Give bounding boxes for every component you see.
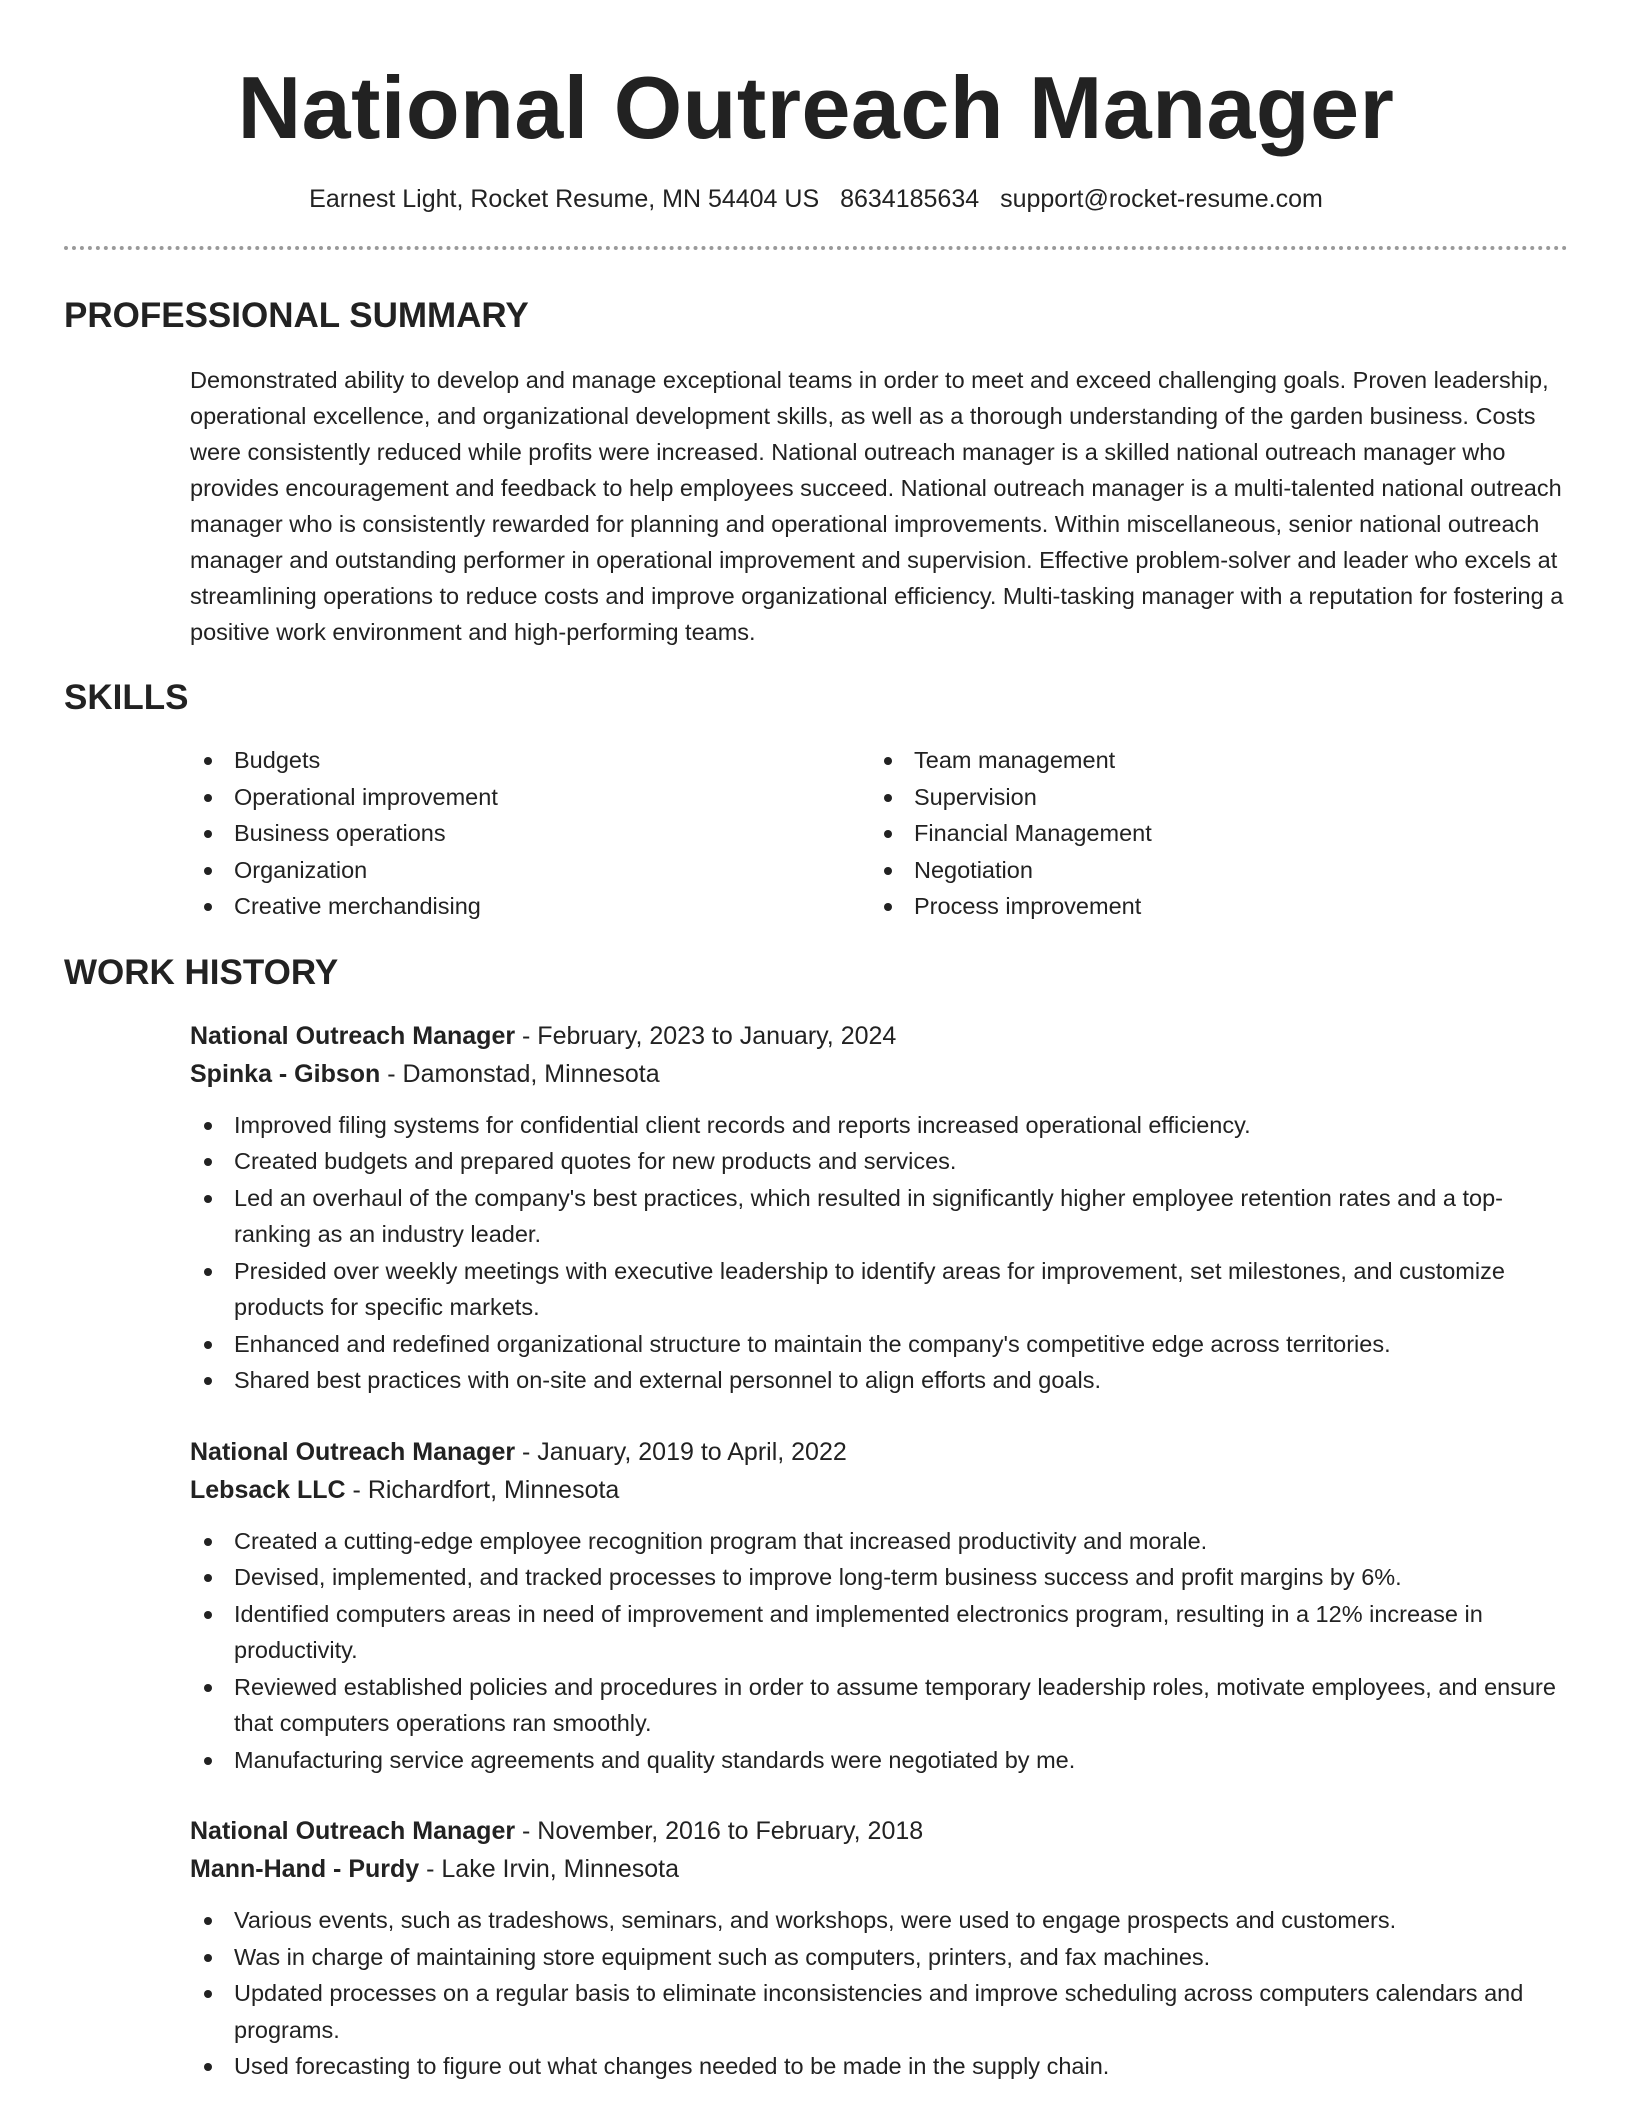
skill-item: Budgets [190, 742, 870, 779]
skill-item: Team management [870, 742, 1550, 779]
job-entry [190, 1017, 1568, 1399]
skill-item: Business operations [190, 815, 870, 852]
job-bullet: Devised, implemented, and tracked processes to improve long-term business success and profit margins by 6%. [190, 1559, 1568, 1596]
skills-column-right [870, 742, 1550, 925]
skills-column-left [190, 742, 870, 925]
job-company: Spinka - Gibson [190, 1059, 381, 1088]
job-bullet: Was in charge of maintaining store equipment such as computers, printers, and fax machines. [190, 1939, 1568, 1976]
job-company-line [190, 1055, 1568, 1093]
contact-phone: 8634185634 [840, 185, 980, 213]
job-title: National Outreach Manager [190, 1021, 516, 1050]
resume-title: National Outreach Manager [237, 58, 1395, 157]
skills-list [190, 742, 1568, 925]
job-dates: - February, 2023 to January, 2024 [515, 1021, 897, 1050]
skill-item: Process improvement [870, 888, 1550, 925]
header-divider [64, 246, 1568, 250]
skills-heading: SKILLS [64, 678, 189, 717]
job-title-line [190, 1433, 1568, 1471]
job-bullet: Used forecasting to figure out what changes needed to be made in the supply chain. [190, 2048, 1568, 2085]
job-company: Mann-Hand - Purdy [190, 1855, 420, 1883]
job-entry [190, 1812, 1568, 2085]
skill-item: Operational improvement [190, 779, 870, 816]
job-location: - Richardfort, Minnesota [345, 1475, 620, 1504]
summary-text: Demonstrated ability to develop and manage exceptional teams in order to meet and exceed challenging goals. Proven leadership, operational excellence, and organizational development skills, as well as a thorough understanding of the garden business. Costs were consistently reduced while profits were increased. National outreach manager is a skilled national outreach manager who provides encouragement and feedback to help employees succeed. National outreach manager is a multi-talented national outreach manager who is consistently rewarded for planning and operational improvements. Within miscellaneous, senior national outreach manager and outstanding performer in operational improvement and supervision. Effective problem-solver and leader who excels at streamlining operations to reduce costs and improve organizational efficiency. Multi-tasking manager with a reputation for fostering a positive work environment and high-performing teams. [190, 367, 1564, 645]
job-bullets [190, 1107, 1568, 1399]
job-bullet: Created a cutting-edge employee recognition program that increased productivity and morale. [190, 1523, 1568, 1560]
job-bullet: Enhanced and redefined organizational structure to maintain the company's competitive edge across territories. [190, 1326, 1568, 1363]
skill-item: Creative merchandising [190, 888, 870, 925]
skill-item: Negotiation [870, 852, 1550, 889]
job-title-line [190, 1812, 1568, 1850]
job-bullet: Shared best practices with on-site and external personnel to align efforts and goals. [190, 1362, 1568, 1399]
job-location: - Damonstad, Minnesota [380, 1059, 660, 1088]
job-bullet: Improved filing systems for confidential client records and reports increased operational efficiency. [190, 1107, 1568, 1144]
summary-heading: PROFESSIONAL SUMMARY [64, 296, 529, 335]
job-location: - Lake Irvin, Minnesota [419, 1855, 680, 1883]
job-company-line [190, 1471, 1568, 1509]
job-title: National Outreach Manager [190, 1817, 516, 1845]
job-bullet: Updated processes on a regular basis to eliminate inconsistencies and improve scheduling across computers calendars and programs. [190, 1975, 1568, 2048]
job-bullet: Reviewed established policies and procedures in order to assume temporary leadership roles, motivate employees, and ensure that computers operations ran smoothly. [190, 1669, 1568, 1742]
job-bullet: Created budgets and prepared quotes for new products and services. [190, 1143, 1568, 1180]
skill-item: Financial Management [870, 815, 1550, 852]
skill-item: Supervision [870, 779, 1550, 816]
job-title-line [190, 1017, 1568, 1055]
job-title: National Outreach Manager [190, 1437, 516, 1466]
job-bullet: Presided over weekly meetings with executive leadership to identify areas for improvement, set milestones, and customize products for specific markets. [190, 1253, 1568, 1326]
work-history-heading: WORK HISTORY [64, 952, 339, 992]
job-dates: - January, 2019 to April, 2022 [515, 1437, 847, 1466]
job-bullet: Identified computers areas in need of improvement and implemented electronics program, resulting in a 12% increase in productivity. [190, 1596, 1568, 1669]
skill-item: Organization [190, 852, 870, 889]
job-dates: - November, 2016 to February, 2018 [515, 1817, 924, 1845]
job-bullet: Various events, such as tradeshows, seminars, and workshops, were used to engage prospects and customers. [190, 1902, 1568, 1939]
contact-line [64, 182, 1568, 216]
job-company: Lebsack LLC [190, 1475, 346, 1504]
job-bullet: Led an overhaul of the company's best practices, which resulted in significantly higher employee retention rates and a top-ranking as an industry leader. [190, 1180, 1568, 1253]
job-bullet: Manufacturing service agreements and quality standards were negotiated by me. [190, 1742, 1568, 1779]
job-bullets [190, 1523, 1568, 1779]
contact-address: Earnest Light, Rocket Resume, MN 54404 US [309, 185, 820, 213]
job-bullets [190, 1902, 1568, 2085]
job-entry [190, 1433, 1568, 1779]
contact-email: support@rocket-resume.com [1000, 185, 1323, 213]
job-company-line [190, 1850, 1568, 1888]
